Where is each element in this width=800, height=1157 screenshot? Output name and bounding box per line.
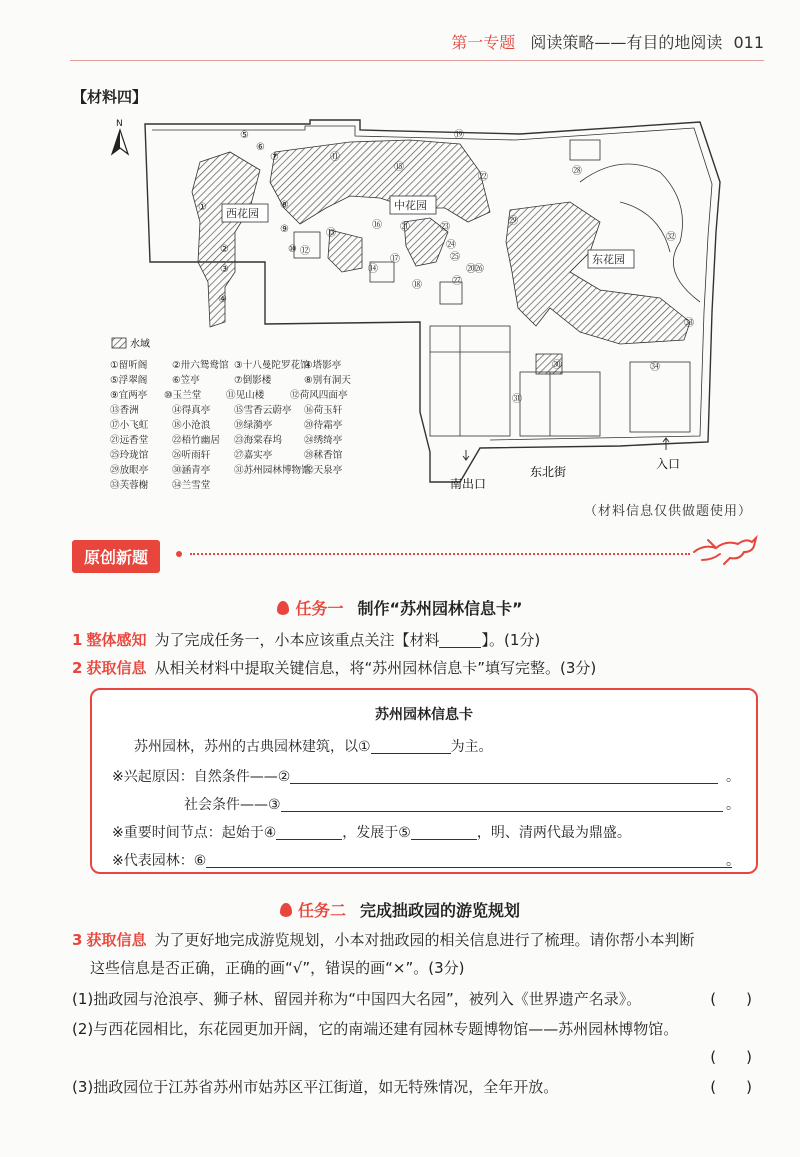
card-line-5-text: ※代表园林：⑥ <box>112 853 207 869</box>
question-1-number: 1 <box>72 631 83 649</box>
map-spot-number: ⑮ <box>394 162 404 173</box>
task2-title-text: 完成拙政园的游览规划 <box>360 901 521 920</box>
spot-list-item: ㉚涵青亭 <box>172 465 211 476</box>
map-spot-number: ② <box>220 244 229 255</box>
spot-list-item: ⑳待霜亭 <box>304 420 343 431</box>
spot-list-item: ㉔绣绮亭 <box>304 435 343 446</box>
spot-list-item: ①留听阁 <box>110 360 148 371</box>
spot-list-item: ㉝芙蓉榭 <box>110 480 149 491</box>
map-spot-number: ⑨ <box>280 224 289 235</box>
spot-list-item: ㉞兰雪堂 <box>172 480 211 491</box>
question-3-number: 3 <box>72 931 83 949</box>
map-spot-number: ④ <box>218 294 227 305</box>
section-banner: 原创新题 <box>72 540 160 573</box>
card-line-3 <box>184 794 740 814</box>
spot-list-item: ⑲绿漪亭 <box>234 420 273 431</box>
card-line-4-c: ，明、清两代最为鼎盛。 <box>476 825 631 841</box>
spot-list-item: ㉖听雨轩 <box>172 450 211 461</box>
question-3-line-2: 这些信息是否正确，正确的画“√”，错误的画“×”。(3分) <box>90 959 465 977</box>
task1-title <box>0 596 800 619</box>
spot-list-item: ②卅六鸳鸯馆 <box>172 360 229 371</box>
page-number: 011 <box>733 33 764 52</box>
section-dot <box>176 551 182 557</box>
map-spot-number: ㉑ <box>400 222 410 233</box>
map-spot-number: ⑰ <box>390 254 400 265</box>
water-east <box>506 202 690 344</box>
map-spot-number: ⑭ <box>368 264 378 275</box>
card-line-5-period: 。 <box>726 853 740 869</box>
map-spot-number: ㉚ <box>552 360 562 371</box>
question-2-text: 从相关材料中提取关键信息，将“苏州园林信息卡”填写完整。(3分) <box>154 659 597 677</box>
flame-icon <box>277 601 289 615</box>
map-spot-number: ⑯ <box>372 220 382 231</box>
card-line-2-period: 。 <box>726 769 740 785</box>
task2-name: 任务二 <box>297 901 346 920</box>
map-spot-number: ㉔ <box>446 240 456 251</box>
spot-list-item: ⑰小飞虹 <box>110 420 149 431</box>
spot-list-item: ㉛苏州园林博物馆 <box>234 465 311 476</box>
spot-list-item: ⑯荷玉轩 <box>304 405 343 416</box>
map-spot-number: ㉘ <box>572 166 582 177</box>
map-spot-number: ⑧ <box>280 200 289 211</box>
map-spot-number: ① <box>198 202 207 213</box>
question-2-tag: 获取信息 <box>86 659 147 677</box>
spot-list-item: ⑬香洲 <box>110 405 139 416</box>
card-line-4-a: ※重要时间节点：起始于④ <box>112 825 277 841</box>
question-3-line-2-row <box>90 954 760 982</box>
water-middle-north <box>270 140 490 224</box>
spot-list-item: ㉗嘉实亭 <box>234 450 273 461</box>
card-line-2-text: ※兴起原因：自然条件——② <box>112 769 291 785</box>
spot-list-item: ⑮雪香云蔚亭 <box>234 405 292 416</box>
task1-name: 任务一 <box>295 599 344 618</box>
map-spot-number: ㉗ <box>452 276 462 287</box>
question-3-tag: 获取信息 <box>86 931 147 949</box>
judge-answer-2[interactable]: ( ) <box>710 1048 752 1066</box>
map-spot-number: ⑲ <box>454 130 464 141</box>
spot-list-item: ⑤浮翠阁 <box>110 375 148 386</box>
spot-list-item: ④塔影亭 <box>304 360 342 371</box>
spot-list-item: ⑧别有洞天 <box>304 375 351 386</box>
map-spot-number: ⑫ <box>300 246 310 257</box>
map-spot-number: ㉕ <box>450 252 460 263</box>
card-line-1-b: 为主。 <box>450 739 493 755</box>
header-strategy: 阅读策略——有目的地阅读 <box>530 33 723 52</box>
spot-list-item: ⑭得真亭 <box>172 405 211 416</box>
spot-list-item: ③十八曼陀罗花馆 <box>234 360 310 371</box>
header-rule <box>70 60 764 61</box>
judge-answer-3[interactable]: ( ) <box>710 1078 752 1096</box>
running-cat-icon <box>690 530 760 566</box>
material-label: 【材料四】 <box>72 88 148 106</box>
question-2 <box>72 654 760 682</box>
blank-4[interactable] <box>276 824 342 840</box>
spot-list-item: ㉓海棠春坞 <box>234 435 282 446</box>
task1-title-text: 制作“苏州园林信息卡” <box>357 599 523 618</box>
street-label: 东北街 <box>530 465 567 479</box>
map-spot-number: ⑱ <box>412 280 422 291</box>
task2-title <box>0 898 800 921</box>
spot-list-item: ⑦倒影楼 <box>234 375 272 386</box>
map-spot-number: ㉒ <box>478 172 488 183</box>
question-1-text-b: 】。(1分) <box>481 631 541 649</box>
card-line-4 <box>112 822 740 842</box>
map-spot-number: ㉙ <box>508 216 518 227</box>
blank-3[interactable] <box>281 796 723 812</box>
exit-arrow-icon <box>463 450 469 460</box>
legend-water: 水域 <box>130 339 150 350</box>
spot-list-item: ㉒梧竹幽居 <box>172 435 220 446</box>
card-line-4-b: ，发展于⑤ <box>342 825 411 841</box>
area-west: 西花园 <box>226 207 259 220</box>
north-arrow-icon <box>112 119 128 154</box>
blank-1[interactable] <box>371 738 451 754</box>
spot-list <box>110 359 351 491</box>
question-3-line-1: 为了更好地完成游览规划，小本对拙政园的相关信息进行了梳理。请你帮小本判断 <box>154 931 695 949</box>
question-1-text-a: 为了完成任务一，小本应该重点关注【材料 <box>154 631 440 649</box>
question-3 <box>72 926 760 954</box>
map-spot-number: ⑪ <box>330 152 340 163</box>
spot-list-item: ⑱小沧浪 <box>172 420 211 431</box>
area-middle: 中花园 <box>394 199 427 212</box>
exit-label: 南出口 <box>450 477 487 491</box>
card-line-2 <box>112 766 740 786</box>
judge-item-3: (3)拙政园位于江苏省苏州市姑苏区平江街道，如无特殊情况，全年开放。 <box>72 1078 559 1096</box>
page-header <box>451 30 764 53</box>
spot-list-item: ㉑远香堂 <box>110 435 149 446</box>
map-spot-number: ㉞ <box>650 362 660 373</box>
area-east: 东花园 <box>592 253 625 266</box>
map-spot-number: ㉜ <box>666 232 676 243</box>
judge-item-1: (1)拙政园与沧浪亭、狮子林、留园并称为“中国四大名园”，被列入《世界遗产名录》。 <box>72 990 642 1008</box>
map-spot-number: ⑬ <box>326 228 336 239</box>
entrance-label: 入口 <box>656 457 681 471</box>
garden-map <box>100 112 740 492</box>
spot-list-item: ⑩玉兰堂 <box>164 390 202 401</box>
blank-5[interactable] <box>411 824 477 840</box>
map-spot-number: ㉓ <box>440 222 450 233</box>
card-line-1-a: 苏州园林，苏州的古典园林建筑，以① <box>134 739 371 755</box>
map-spot-number: ㉖ <box>474 264 484 275</box>
blank-6[interactable] <box>206 852 732 868</box>
flame-icon <box>280 903 292 917</box>
spot-list-item: ㉙放眼亭 <box>110 465 149 476</box>
card-line-1 <box>134 736 740 756</box>
spot-list-item: ㉘秫香馆 <box>304 450 343 461</box>
question-1 <box>72 626 760 654</box>
map-spot-number: ⑳ <box>466 264 476 275</box>
judge-answer-1[interactable]: ( ) <box>710 990 752 1008</box>
spot-list-item: ⑥笠亭 <box>172 375 200 386</box>
map-spot-number: ⑩ <box>288 244 297 255</box>
map-spot-number: ⑤ <box>240 130 249 141</box>
spot-list-item: ⑪见山楼 <box>226 390 265 401</box>
blank-2[interactable] <box>290 768 718 784</box>
header-topic: 第一专题 <box>451 33 516 52</box>
map-spot-number: ㉛ <box>512 394 522 405</box>
card-line-5 <box>112 850 740 870</box>
source-note: （材料信息仅供做题使用） <box>583 504 752 519</box>
north-label: N <box>116 119 123 129</box>
map-spot-number: ⑦ <box>270 152 279 163</box>
spot-list-item: ㉕玲珑馆 <box>110 450 149 461</box>
info-card <box>90 688 758 874</box>
card-line-3-period: 。 <box>726 797 740 813</box>
spot-list-item: ⑫荷风四面亭 <box>290 390 348 401</box>
question-2-number: 2 <box>72 659 83 677</box>
question-1-blank[interactable] <box>439 632 481 648</box>
info-card-title: 苏州园林信息卡 <box>375 707 473 723</box>
map-spot-number: ㉝ <box>684 318 694 329</box>
judge-item-2: (2)与西花园相比，东花园更加开阔，它的南端还建有园林专题博物馆——苏州园林博物馆。 <box>72 1020 679 1038</box>
section-dotted-line <box>190 553 690 555</box>
spot-list-item: ⑨宜两亭 <box>110 390 148 401</box>
question-1-tag: 整体感知 <box>86 631 147 649</box>
map-spot-number: ③ <box>220 264 229 275</box>
card-line-3-text: 社会条件——③ <box>184 797 281 813</box>
map-spot-number: ⑥ <box>256 142 265 153</box>
spot-list-item: ㉜天泉亭 <box>304 465 343 476</box>
